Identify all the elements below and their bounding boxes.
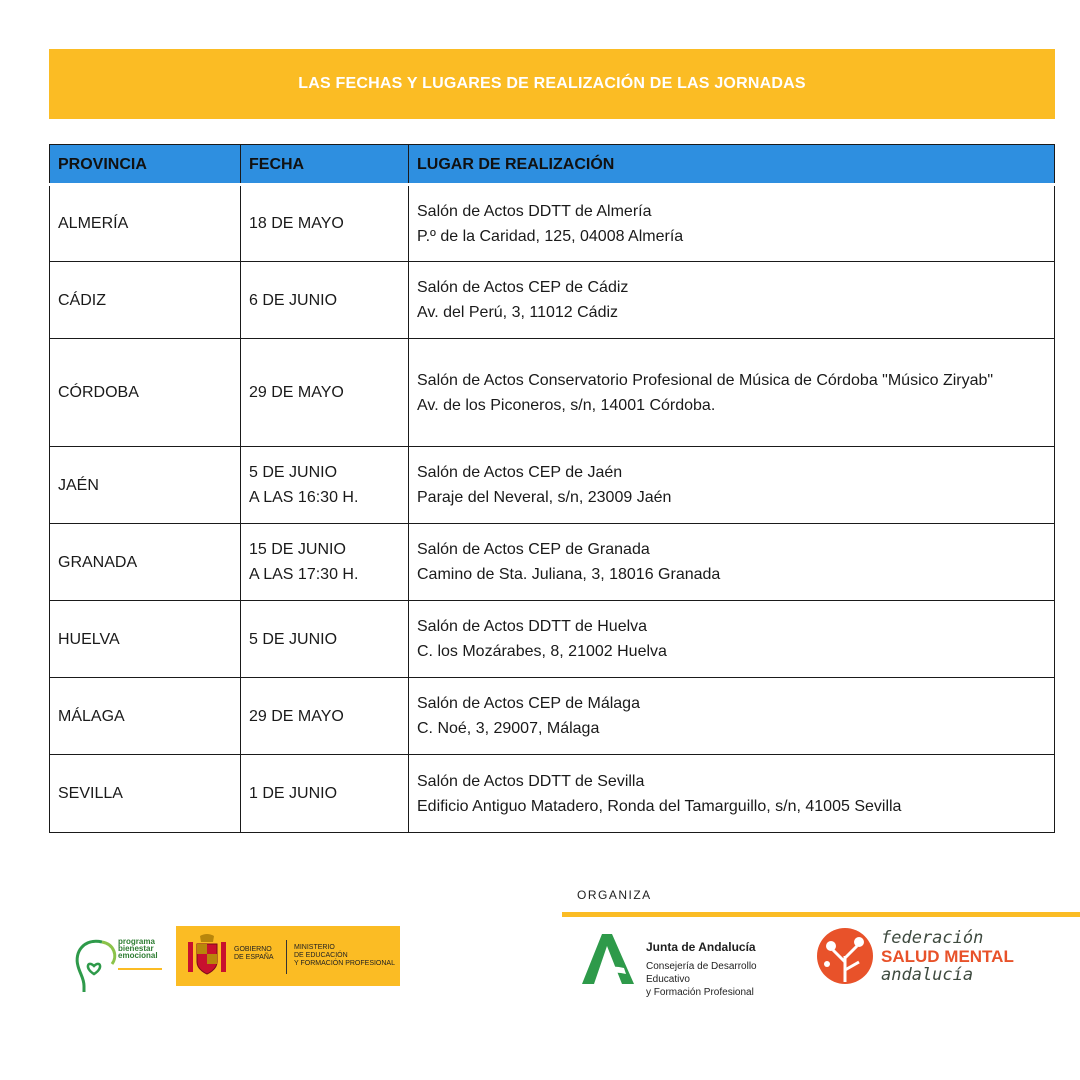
date-cell [241,339,409,447]
province-cell: CÁDIZ [50,262,241,339]
banner-title: LAS FECHAS Y LUGARES DE REALIZACIÓN DE LAS JORNADAS [298,75,806,92]
place-venue: Salón de Actos DDTT de Almería [417,202,652,220]
table-row [50,185,1055,262]
date-cell [241,678,409,755]
province-cell: CÓRDOBA [50,339,241,447]
federacion-line3: andalucía [881,965,974,985]
bienestar-line1: programa [118,937,155,946]
date-cell [241,524,409,601]
junta-sub2: y Formación Profesional [646,987,754,998]
organiza-label: ORGANIZA [577,888,652,902]
date-line: A LAS 17:30 H. [249,566,359,583]
ministerio-text [294,944,395,968]
place-venue: Salón de Actos DDTT de Huelva [417,618,648,635]
place-venue: Salón de Actos DDTT de Sevilla [417,772,645,790]
gobierno-separator [286,940,287,974]
date-line: A LAS 16:30 H. [249,489,359,506]
date-line: 18 DE MAYO [249,215,344,232]
ministerio-line1: MINISTERIO [294,944,335,951]
ministerio-line3: Y FORMACIÓN PROFESIONAL [294,960,395,967]
place-cell [409,524,1055,601]
bienestar-underline [118,968,162,970]
table-row [50,339,1055,447]
header-date: FECHA [241,145,409,185]
table-row [50,678,1055,755]
schedule-table [49,144,1055,833]
table-row [50,524,1055,601]
place-address: Av. de los Piconeros, s/n, 14001 Córdoba. [417,396,716,414]
place-cell [409,678,1055,755]
date-line: 6 DE JUNIO [249,291,338,309]
place-address: C. los Mozárabes, 8, 21002 Huelva [417,643,667,660]
table-row [50,262,1055,339]
bienestar-text [118,938,158,959]
place-cell [409,755,1055,833]
date-line: 5 DE JUNIO [249,630,338,648]
place-address: Edificio Antiguo Matadero, Ronda del Tamarguillo, s/n, 41005 Sevilla [417,797,902,815]
federacion-line2: SALUD MENTAL [881,947,1014,966]
place-venue: Salón de Actos CEP de Málaga [417,695,640,712]
table-row [50,601,1055,678]
place-address: Av. del Perú, 3, 11012 Cádiz [417,304,619,321]
heart-head-icon [72,936,118,994]
junta-title: Junta de Andalucía [646,940,756,954]
header-place: LUGAR DE REALIZACIÓN [409,145,1055,185]
date-cell [241,262,409,339]
federacion-line1: federación [881,928,984,948]
bienestar-emocional-logo [72,936,164,994]
title-banner [49,49,1055,119]
date-cell [241,447,409,524]
place-venue: Salón de Actos CEP de Granada [417,541,650,558]
place-venue: Salón de Actos Conservatorio Profesional de Música de Córdoba "Músico Ziryab" [417,371,994,389]
place-address: Camino de Sta. Juliana, 3, 18016 Granada [417,566,721,583]
place-cell [409,185,1055,262]
bienestar-line2: bienestar [118,944,154,953]
table-row [50,755,1055,833]
gobierno-line2: DE ESPAÑA [234,954,274,961]
province-cell: ALMERÍA [50,185,241,262]
province-cell: GRANADA [50,524,241,601]
province-cell: SEVILLA [50,755,241,833]
place-venue: Salón de Actos CEP de Jaén [417,464,623,481]
gobierno-text [234,946,274,962]
date-line: 29 DE MAYO [249,384,344,401]
bienestar-line3: emocional [118,951,158,960]
place-cell [409,447,1055,524]
place-address: Paraje del Neveral, s/n, 23009 Jaén [417,489,672,506]
place-address: P.º de la Caridad, 125, 04008 Almería [417,227,684,245]
tree-icon [815,926,875,986]
table-row [50,447,1055,524]
place-cell [409,601,1055,678]
date-line: 29 DE MAYO [249,707,344,725]
gobierno-espana-logo [176,926,400,986]
place-cell [409,262,1055,339]
province-cell: JAÉN [50,447,241,524]
date-cell [241,755,409,833]
place-venue: Salón de Actos CEP de Cádiz [417,279,629,296]
place-cell [409,339,1055,447]
date-line: 1 DE JUNIO [249,785,338,802]
table-header-row [50,145,1055,185]
date-line: 15 DE JUNIO [249,541,346,558]
junta-subtitle [646,960,798,999]
header-province: PROVINCIA [50,145,241,185]
province-cell: HUELVA [50,601,241,678]
junta-a-icon [578,928,638,988]
junta-andalucia-logo [578,928,798,998]
place-address: C. Noé, 3, 29007, Málaga [417,720,600,737]
federacion-salud-mental-logo [815,926,1015,988]
organiza-divider [562,912,1080,917]
province-cell: MÁLAGA [50,678,241,755]
gobierno-line1: GOBIERNO [234,946,272,953]
date-cell [241,185,409,262]
ministerio-line2: DE EDUCACIÓN [294,952,348,959]
date-cell [241,601,409,678]
date-line: 5 DE JUNIO [249,464,338,481]
coat-of-arms-icon [186,934,228,978]
junta-sub1: Consejería de Desarrollo Educativo [646,961,757,985]
